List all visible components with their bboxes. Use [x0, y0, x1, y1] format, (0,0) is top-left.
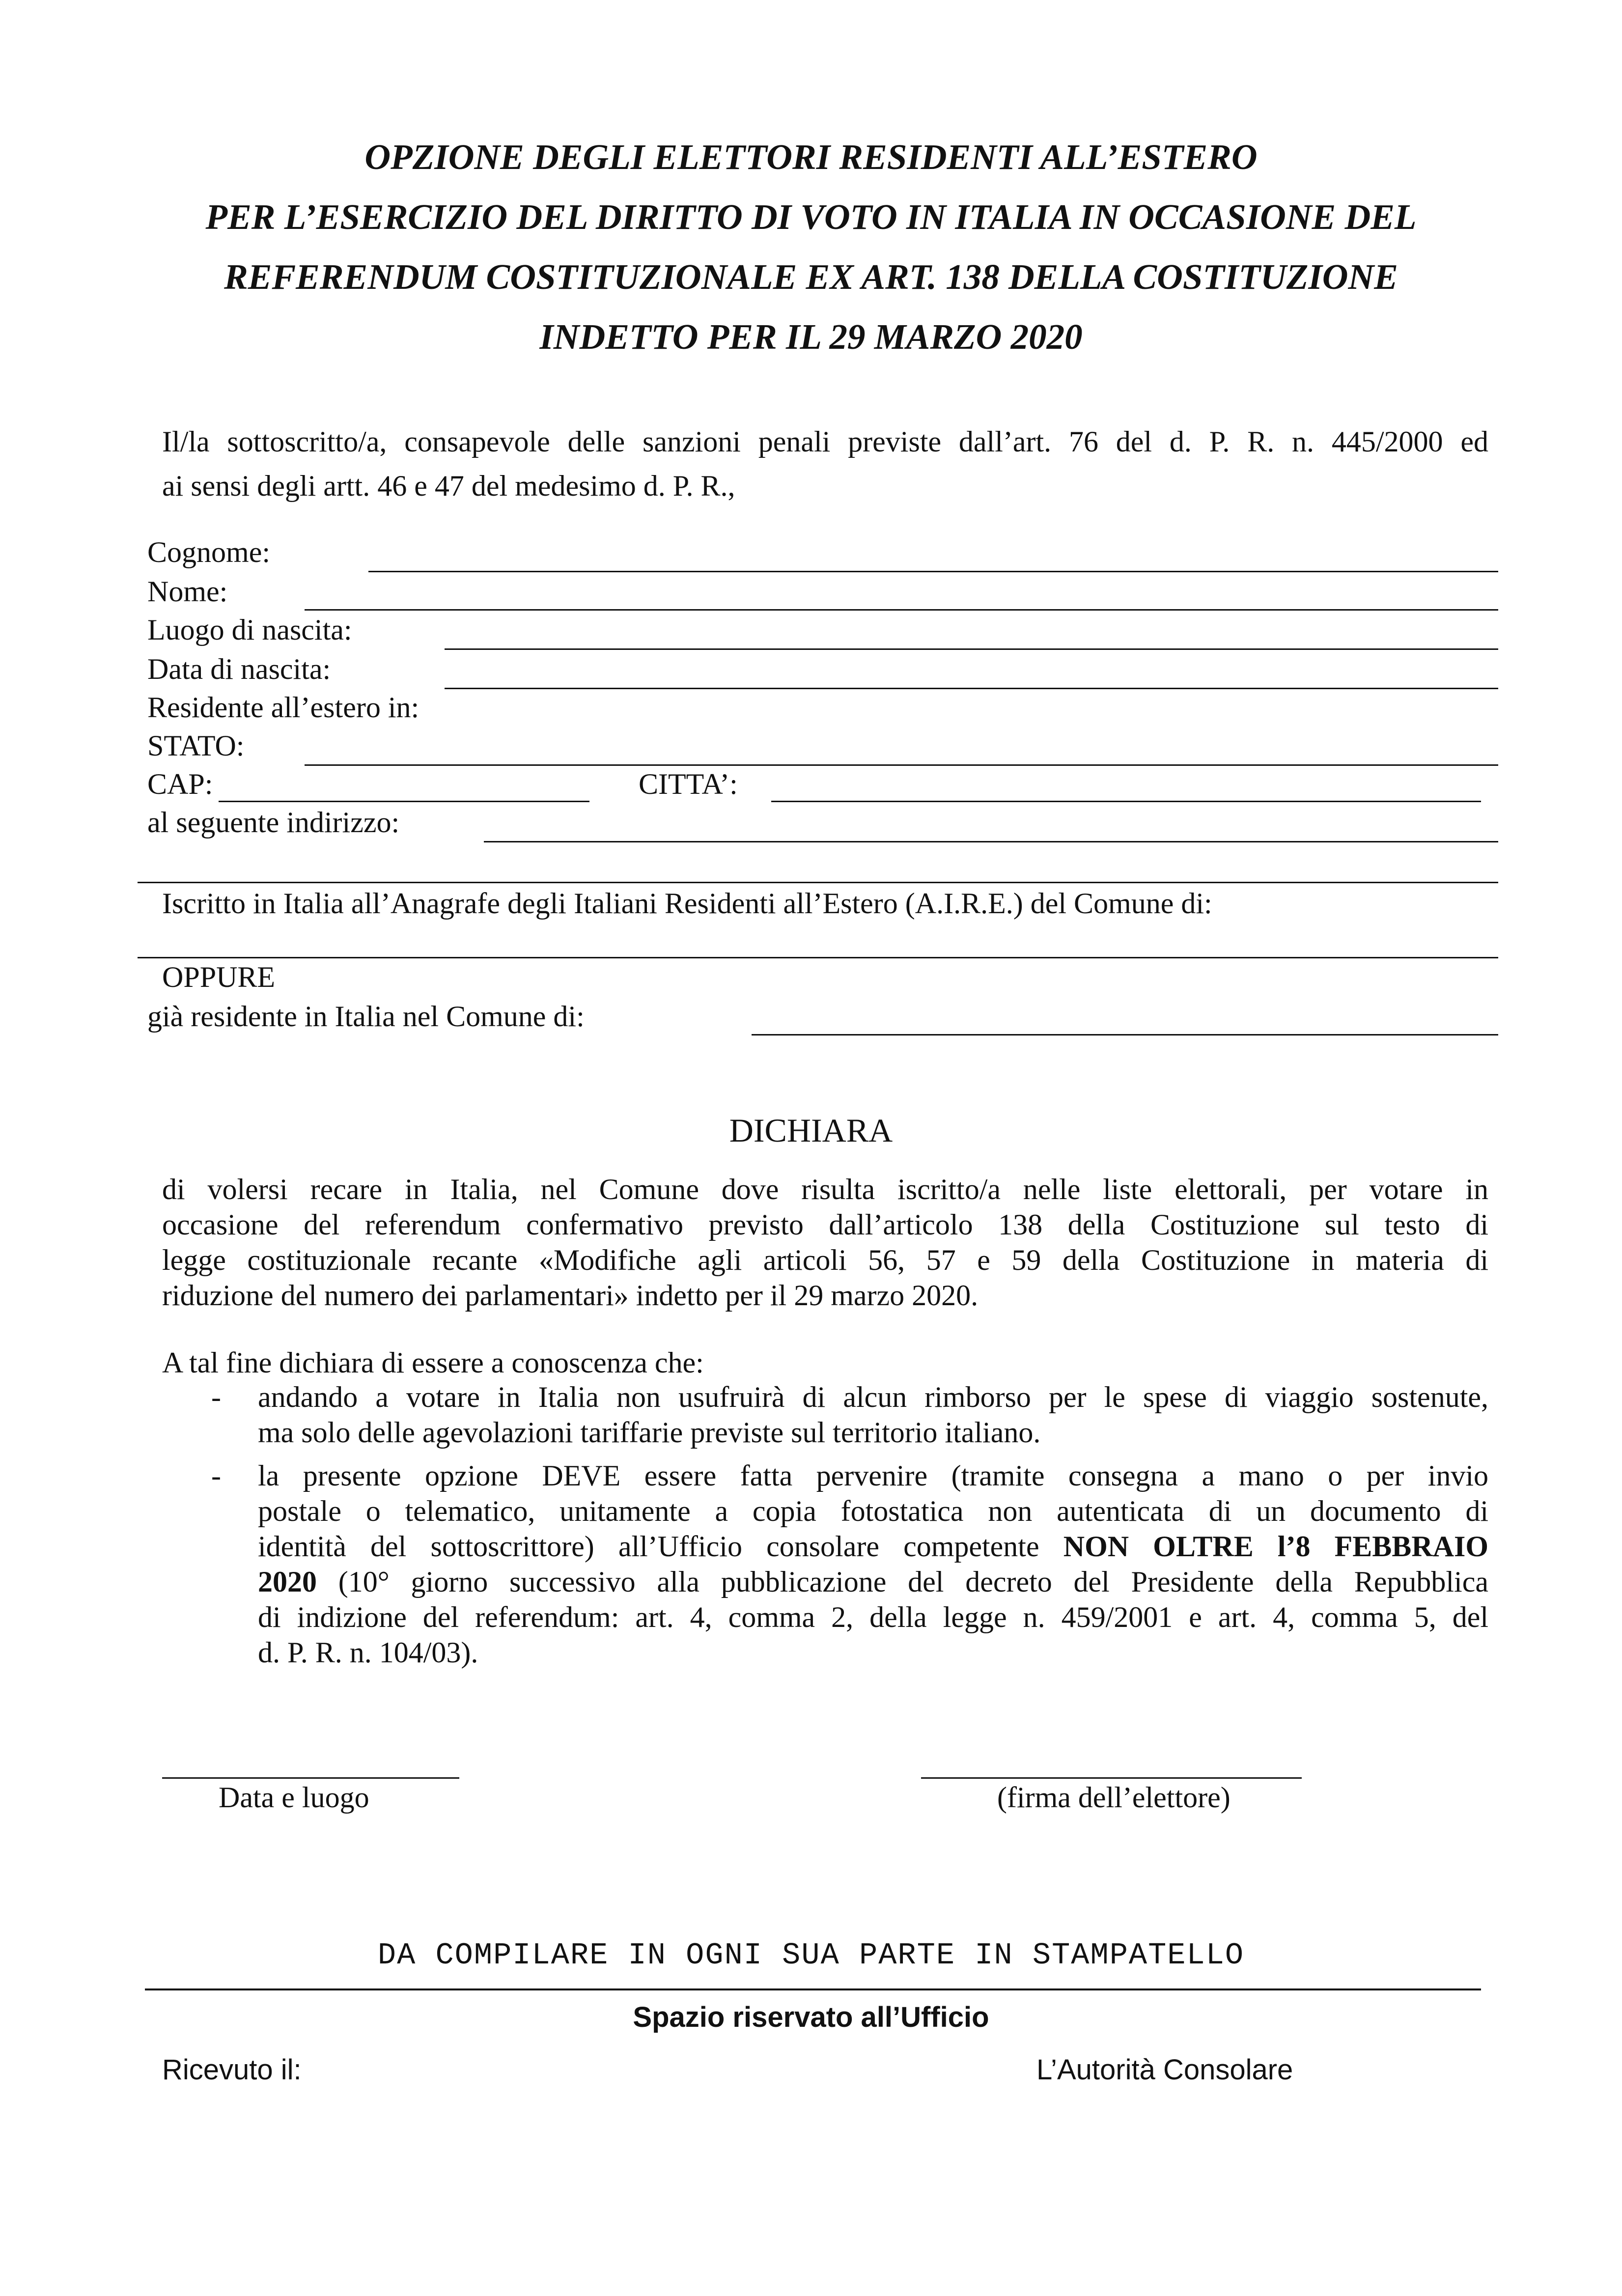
- cap-field[interactable]: [219, 801, 589, 802]
- stato-label: STATO:: [147, 729, 245, 762]
- bullet-dash-1: -: [211, 1381, 221, 1413]
- bullet-2-text: (10° giorno successivo alla pubblicazione del decreto del Presidente della Repubblica: [317, 1566, 1488, 1598]
- dichiara-line: riduzione del numero dei parlamentari» indetto per il 29 marzo 2020.: [162, 1279, 979, 1312]
- dichiara-line: occasione del referendum confermativo previsto dall’articolo 138 della Costituzione sul testo di: [162, 1208, 1488, 1241]
- aire-top-rule: [138, 882, 1498, 883]
- intro-line-2: ai sensi degli artt. 46 e 47 del medesimo d. P. R.,: [162, 470, 735, 502]
- dichiara-paragraph: [162, 1172, 1488, 1313]
- intro-line-1: Il/la sottoscritto/a, consapevole delle sanzioni penali previste dall’art. 76 del d. P. R. n. 445/2000 ed: [162, 425, 1488, 458]
- stato-field[interactable]: [305, 764, 1498, 766]
- bullet-2-line: d. P. R. n. 104/03).: [258, 1636, 478, 1669]
- data-nascita-field[interactable]: [445, 688, 1498, 689]
- cognome-label: Cognome:: [147, 536, 270, 568]
- firma-label: (firma dell’elettore): [997, 1781, 1230, 1814]
- bullet-2-line: [258, 1564, 1488, 1599]
- title-line-2: PER L’ESERCIZIO DEL DIRITTO DI VOTO IN ITALIA IN OCCASIONE DEL: [205, 197, 1417, 237]
- aire-label: Iscritto in Italia all’Anagrafe degli Italiani Residenti all’Estero (A.I.R.E.) del Comune di:: [162, 887, 1212, 920]
- data-luogo-field[interactable]: [162, 1777, 459, 1779]
- bullet-2-line: la presente opzione DEVE essere fatta pervenire (tramite consegna a mano o per invio: [258, 1459, 1488, 1492]
- aire-comune-field[interactable]: [138, 957, 1498, 958]
- compilare-notice: DA COMPILARE IN OGNI SUA PARTE IN STAMPATELLO: [377, 1938, 1245, 1973]
- indirizzo-label: al seguente indirizzo:: [147, 806, 400, 839]
- title-line-1: OPZIONE DEGLI ELETTORI RESIDENTI ALL’ESTERO: [364, 137, 1258, 177]
- cap-label: CAP:: [147, 768, 213, 800]
- bullet-1-line: andando a votare in Italia non usufruirà di alcun rimborso per le spese di viaggio sostenute,: [258, 1381, 1488, 1413]
- spazio-ufficio-heading: Spazio riservato all’Ufficio: [633, 2001, 989, 2033]
- data-luogo-label: Data e luogo: [219, 1781, 369, 1814]
- deadline-text: NON OLTRE l’8 FEBBRAIO: [1063, 1530, 1488, 1563]
- firma-field[interactable]: [921, 1777, 1302, 1779]
- autorita-consolare-label: L’Autorità Consolare: [1036, 2054, 1293, 2086]
- bullet-2: [258, 1458, 1488, 1670]
- gia-residente-field[interactable]: [752, 1034, 1498, 1036]
- conoscenza-intro: A tal fine dichiara di essere a conoscenza che:: [162, 1346, 704, 1379]
- cognome-field[interactable]: [368, 571, 1498, 572]
- nome-field[interactable]: [305, 609, 1498, 611]
- title-line-4: INDETTO PER IL 29 MARZO 2020: [539, 317, 1083, 357]
- footer-rule: [145, 1988, 1481, 1990]
- dichiara-line: legge costituzionale recante «Modifiche agli articoli 56, 57 e 59 della Costituzione in materia di: [162, 1244, 1488, 1276]
- ricevuto-label: Ricevuto il:: [162, 2054, 302, 2086]
- bullet-2-line: postale o telematico, unitamente a copia fotostatica non autenticata di un documento di: [258, 1495, 1488, 1527]
- bullet-1-line: ma solo delle agevolazioni tariffarie previste sul territorio italiano.: [258, 1416, 1041, 1449]
- luogo-nascita-label: Luogo di nascita:: [147, 614, 352, 646]
- residente-label: Residente all’estero in:: [147, 691, 419, 724]
- oppure-label: OPPURE: [162, 961, 276, 993]
- title-line-3: REFERENDUM COSTITUZIONALE EX ART. 138 DELLA COSTITUZIONE: [224, 257, 1398, 297]
- bullet-2-line: di indizione del referendum: art. 4, comma 2, della legge n. 459/2001 e art. 4, comma 5, del: [258, 1601, 1488, 1633]
- nome-label: Nome:: [147, 575, 228, 608]
- deadline-year: 2020: [258, 1566, 317, 1598]
- luogo-nascita-field[interactable]: [445, 648, 1498, 650]
- bullet-1: [258, 1379, 1488, 1450]
- bullet-2-text: identità del sottoscrittore) all’Ufficio consolare competente: [258, 1530, 1063, 1563]
- citta-label: CITTA’:: [639, 768, 738, 800]
- indirizzo-field[interactable]: [484, 841, 1498, 842]
- dichiara-heading: DICHIARA: [729, 1112, 893, 1149]
- bullet-2-line: [258, 1529, 1488, 1564]
- bullet-dash-2: -: [211, 1459, 221, 1492]
- gia-residente-label: già residente in Italia nel Comune di:: [147, 1000, 585, 1033]
- citta-field[interactable]: [771, 801, 1481, 802]
- dichiara-line: di volersi recare in Italia, nel Comune dove risulta iscritto/a nelle liste elettorali, per votare in: [162, 1173, 1488, 1205]
- data-nascita-label: Data di nascita:: [147, 653, 331, 685]
